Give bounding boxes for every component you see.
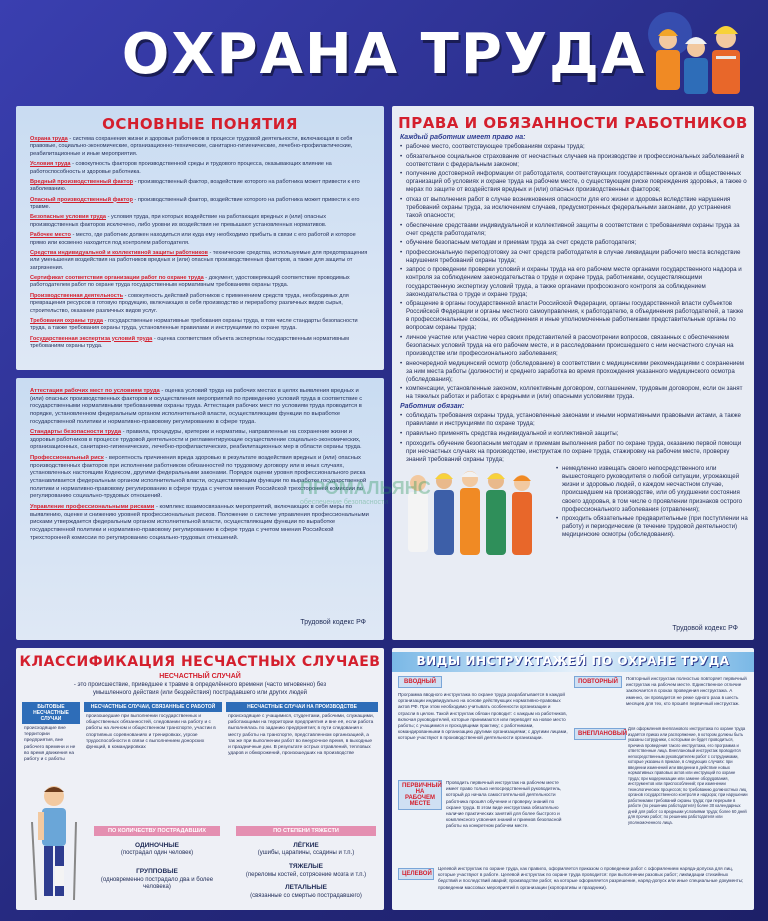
classification-definition: - это происшествие, приведшее к травме в определённого времени (часто мгновенно) без умышленного действия (или бездействия) пострадавшего или других людей xyxy=(73,682,327,696)
classification-panel xyxy=(16,648,384,910)
chip-label: НЕСЧАСТНЫЕ СЛУЧАИ, СВЯЗАННЫЕ С РАБОТОЙ xyxy=(84,702,222,712)
right-item: • профессиональную переподготовку за счет средств работодателя в случае ликвидации рабочего места вследствие нарушения требований охраны труда; xyxy=(400,249,748,265)
duties-list xyxy=(400,412,748,463)
duty-item: • проходить обязательные предварительные (при поступлении на работу) и периодические (в течение трудовой деятельности) медицинские осмотры (обследования). xyxy=(556,515,748,539)
instruction-label: ПЕРВИЧНЫЙ НА РАБОЧЕМ МЕСТЕ xyxy=(398,780,442,810)
law-reference: Трудовой кодекс РФ xyxy=(672,625,738,632)
by-severity-block xyxy=(236,826,376,901)
concept-item: Профессиональный риск - вероятность причинения вреда здоровью в результате воздействия вредных и (или) опасных производственных факторов при исполнении работником обязанностей по трудовому договору или в иных случаях, установленных настоящим Кодексом, другими федеральными законами. Порядок оценки уровня профессионального риска устанавливается федеральным органом исполнительной власти, осуществляющим функции по выработке государственной политики и нормативно-правовому регулированию в сфере труда с учетом мнения Российской трехсторонней комиссии по регулированию социально-трудовых отношений. xyxy=(30,455,367,500)
concept-item: Опасный производственный фактор - производственный фактор, воздействие которого на работника может привести к его травме. xyxy=(30,196,360,210)
right-item: • отказ от выполнения работ в случае возникновения опасности для его жизни и здоровья вследствие нарушения требований охраны труда, за исключением случаев, предусмотренных федеральными законами, до устранения такой опасности; xyxy=(400,196,748,220)
concept-item: Сертификат соответствия организации работ по охране труда - документ, удостоверяющий соответствие проводимых работодателем работ по охране труда государственным нормативным требованиям охраны труда. xyxy=(30,275,350,289)
concept-item: Рабочее место - место, где работник должен находиться или куда ему необходимо прибыть в связи с его работой и которое прямо или косвенно находится под контролем работодателя. xyxy=(30,232,356,246)
watermark: ПРОМАЛЬЯНС обеспечение безопасности xyxy=(300,478,431,506)
law-reference: Трудовой кодекс РФ xyxy=(300,619,366,626)
right-item: • получение достоверной информации от работодателя, соответствующих государственных органов и общественных организаций об условиях и охране труда на рабочем месте, о существующем риске повреждения здоровья, а также о мерах по защите от воздействия вредных и (или) опасных производственных факторов; xyxy=(400,170,748,194)
injured-person-icon xyxy=(24,782,86,906)
right-item: • обязательное социальное страхование от несчастных случаев на производстве и профессиональных заболеваний в соответствии с федеральным законом; xyxy=(400,153,748,169)
concept-item: Средства индивидуальной и коллективной защиты работников - технические средства, используемые для предотвращения или уменьшения воздействия на работников вредных и (или) опасных производственных факторов, а также для защиты от загрязнения. xyxy=(30,249,368,271)
concept-item: Требования охраны труда - государственные нормативные требования охраны труда, в том числе стандарты безопасности труда, а также требования охраны труда, установленные правилами и инструкциями по охране труда. xyxy=(30,317,358,332)
concepts2-panel xyxy=(16,378,384,640)
concepts2-list xyxy=(30,388,372,545)
concept-item: Безопасные условия труда - условия труда, при которых воздействие на работающих вредных и (или) опасных производственных факторов исключено, либо уровни их воздействия не превышают установленных нормативов. xyxy=(30,214,327,228)
classification-chips xyxy=(22,702,378,765)
right-item: • запрос о проведении проверки условий и охраны труда на его рабочем месте органами государственного надзора и контроля за соблюдением законодательства о труде и охране труда, работниками, осуществляющими государственную экспертизу условий труда, а также органами профсоюзного контроля за соблюдением законодательства о труде и охране труда; xyxy=(400,266,748,298)
chip-text: происходящие с учащимися, студентами, рабочими, служащими, работающими на территории предприятия и вне её, если работа выполнялась по заданию предприятия; в пути следования к месту работы на транспорте, представленном организацией, а так же при выполнении работ во внеурочное время, в выходные и праздничные дни. В результате острых отравлений, тепловых ударов и обморожений, произошедших на производстве xyxy=(228,714,374,757)
instruction-text: Для оформления внепланового инструктажа по охране труда издаётся приказ или распоряжение, в котором должны быть указаны сотрудники, с которыми он будет проводиться, причина проведения такого инструктажа, его программа и ответственные лица. Внеплановый инструктаж проводится непосредственным руководителем работ с сотрудниками, которые указаны в приказе, в следующих случаях: при введении изменений или введении в действие новых нормативных правовых актов или инструкций по охране труда; при модернизации или замене оборудования, инструментов или приспособлений; при изменении технологических процессов; по требованию должностных лиц органов государственного контроля и надзора; при нарушении работниками требований охраны труда; при перерыве в работе (по решению работодателя) более 30 календарных дней для работ со вредными условиями труда; более 60 дней для прочих работ; по решению работодателя или уполномоченного лица. xyxy=(628,726,748,825)
chip-column xyxy=(84,702,222,765)
by-severity-label: ПО СТЕПЕНИ ТЯЖЕСТИ xyxy=(236,826,376,836)
severity-item: ЛЕТАЛЬНЫЕ (связанные со смертью пострадавшего) xyxy=(250,884,362,899)
duties-intro: Работник обязан: xyxy=(400,403,465,411)
classification-subheading: НЕСЧАСТНЫЙ СЛУЧАЙ xyxy=(159,673,241,680)
rights-intro: Каждый работник имеет право на: xyxy=(400,134,526,141)
instruction-label: ПОВТОРНЫЙ xyxy=(574,676,622,688)
rights-heading: ПРАВА И ОБЯЗАННОСТИ РАБОТНИКОВ xyxy=(398,114,748,132)
instructions-heading: ВИДЫ ИНСТРУКТАЖЕЙ ПО ОХРАНЕ ТРУДА xyxy=(416,654,730,668)
instruction-label: ВВОДНЫЙ xyxy=(398,676,442,688)
chip-label: БЫТОВЫЕ НЕСЧАСТНЫЕ СЛУЧАИ xyxy=(22,702,80,724)
right-item: • личное участие или участие через своих представителей в рассмотрении вопросов, связанных с обеспечением безопасных условий труда на его рабочем месте, и в расследовании происшедшего с ним несчастного случая на производстве или профессионального заболевания; xyxy=(400,334,748,358)
right-item: • обращение в органы государственной власти Российской Федерации, органы государственной власти субъектов Российской Федерации и органы местного самоуправления, к работодателю, в объединения работодателей, а также в профессиональные союзы, их объединения и иные уполномоченные работниками представительные органы по вопросам охраны труда; xyxy=(400,300,748,332)
right-item: • рабочее место, соответствующее требованиям охраны труда; xyxy=(400,143,748,151)
rights-list xyxy=(400,143,748,401)
chip-text: происходящие вне территории предприятия, вне рабочего времени и не во время движения на работу и с работы xyxy=(24,726,76,763)
concept-item: Аттестация рабочих мест по условиям труда - оценка условий труда на рабочих местах в целях выявления вредных и (или) опасных производственных факторов и осуществления мероприятий по приведению условий труда в соответствие с государственными нормативными требованиями охраны труда. Аттестация рабочих мест по условиям труда проводится в порядке, установленном федеральным органом исполнительной власти, осуществляющим функции по выработке государственной политики и нормативно-правовому регулированию в сфере труда. xyxy=(30,388,363,425)
instruction-text: Повторный инструктаж полностью повторяет первичный инструктаж на рабочем месте. Единственное отличие заключается в сроках проведения инструктажа. А именно, он проводится не реже одного раза в шесть месяцев для тех, кто прошёл первичный инструктаж. xyxy=(626,676,747,706)
concept-item: Вредный производственный фактор - производственный фактор, воздействие которого на работника может привести к его заболеванию. xyxy=(30,178,360,193)
duties-list-cont xyxy=(556,465,748,565)
page-title: ОХРАНА ТРУДА xyxy=(121,22,647,87)
chip-text: произошедшие при выполнении государственных и общественных обязанностей, следовании на работу и с работы на личном и общественном транспорте, участии в спортивных соревнованиях и тренировках, угрозе трудоспособности в связи с выполнением донорских функций, в командировках xyxy=(86,714,216,751)
concepts-list xyxy=(30,136,372,353)
right-item: • обеспечение средствами индивидуальной и коллективной защиты в соответствии с требованиями охраны труда за счет средств работодателя; xyxy=(400,222,748,238)
right-item: • обучение безопасным методам и приемам труда за счет средств работодателя; xyxy=(400,239,748,247)
duty-item: • правильно применять средства индивидуальной и коллективной защиты; xyxy=(400,430,748,438)
concepts-panel xyxy=(16,106,384,370)
concept-item: Условия труда - совокупность факторов производственной среды и трудового процесса, оказывающих влияние на работоспособность и здоровье работника. xyxy=(30,161,332,175)
concept-item: Производственная деятельность - совокупность действий работников с применением средств труда, необходимых для превращения ресурсов в готовую продукцию, включающих в себя производство и переработку различных видов сырья, строительство, оказание различных видов услуг. xyxy=(30,292,349,314)
by-count-label: ПО КОЛИЧЕСТВУ ПОСТРАДАВШИХ xyxy=(94,826,220,836)
workers-illustration-icon xyxy=(640,4,760,96)
instructions-panel xyxy=(392,648,754,910)
severity-item: ЛЁГКИЕ (ушибы, царапины, ссадины и т.п.) xyxy=(257,842,355,857)
concept-item: Стандарты безопасности труда - правила, процедуры, критерии и нормативы, направленные на сохранение жизни и здоровья работников в процессе трудовой деятельности и регламентирующие осуществление социально-экономических, организационных, санитарно-гигиенических, лечебно-профилактических, реабилитационных мер в области охраны труда. xyxy=(30,429,362,451)
concept-item: Государственная экспертиза условий труда - оценка соответствия объекта экспертизы государственным нормативным требованиям охраны труда. xyxy=(30,335,350,349)
chip-column xyxy=(22,702,80,765)
instruction-text: Целевой инструктаж по охране труда, как правило, оформляется приказом о проведении работ с оформлением наряда-допуска для лиц, которые участвуют в работе. Целевой инструктаж по охране труда проводится: при выполнении разовых работ; ликвидации стихийных бедствий и последствий аварий; производстве работ, на которые оформляется разрешение, наряд-допуск или иные специальные документы; проведении массовых мероприятий в организации (корпоративы и праздники). xyxy=(438,866,744,890)
chip-label: НЕСЧАСТНЫЕ СЛУЧАИ НА ПРОИЗВОДСТВЕ xyxy=(226,702,378,712)
duty-item: • проходить обучение безопасным методам и приемам выполнения работ по охране труда, оказанию первой помощи при несчастных случаях на производстве, инструктаж по охране труда, стажировку на рабочем месте, проверку знаний требований охраны труда; xyxy=(400,440,748,464)
duty-item: • соблюдать требования охраны труда, установленные законами и иными нормативными правовыми актами, а также правилами и инструкциями по охране труда; xyxy=(400,412,748,428)
instruction-label: ВНЕПЛАНОВЫЙ xyxy=(574,728,626,740)
concepts-heading: ОСНОВНЫЕ ПОНЯТИЯ xyxy=(102,115,298,133)
concept-item: Охрана труда - система сохранения жизни и здоровья работников в процессе трудовой деятельности, включающая в себя правовые, социально-экономические, организационно-технические, санитарно-гигиенические, лечебно-профилактические, реабилитационные и иные мероприятия. xyxy=(30,136,353,157)
severity-item: ТЯЖЕЛЫЕ (переломы костей, сотрясение мозга и т.п.) xyxy=(245,863,367,878)
concept-item: Управление профессиональными рисками - комплекс взаимосвязанных мероприятий, включающих в себя меры по выявлению, оценке и снижению уровней профессиональных рисков. Положение о системе управления профессиональными рисками утверждается федеральным органом исполнительной власти, осуществляющим функции по выработке государственной политики и нормативно-правовому регулированию в сфере труда с учетом мнения Российской трехсторонней комиссии по регулированию социально-трудовых отношений. xyxy=(30,503,369,541)
rights-content xyxy=(400,132,748,565)
count-item: ГРУППОВЫЕ (одновременно пострадало два и более человека) xyxy=(100,868,214,891)
right-item: • внеочередной медицинский осмотр (обследование) в соответствии с медицинскими рекомендациями с сохранением за ним места работы (должности) и среднего заработка во время прохождения указанного медицинского осмотра (обследования); xyxy=(400,360,748,384)
instruction-label: ЦЕЛЕВОЙ xyxy=(398,868,434,880)
by-count-block xyxy=(94,826,220,892)
right-item: • компенсации, установленные законом, коллективным договором, соглашением, трудовым договором, если он занят на тяжелых работах и работах с вредными и (или) опасными условиями труда. xyxy=(400,385,748,401)
instruction-text: Проводить первичный инструктаж на рабочем месте имеет право только непосредственный руководитель, который до начала самостоятельной деятельности работника прошёл обучение и проверку знаний по охране труда. В этом виде инструктажа обязательно наличие практических занятий для более быстрого и комплексного усвоения знаний и приемов безопасной работы на конкретном рабочем месте. xyxy=(446,780,562,829)
instruction-text: Программа вводного инструктажа по охране труда разрабатывается в каждой организации индивидуально на основе действующих нормативно-правовых актов РФ. При этом необходимо учитывать особенности организации и отрасли в целом. Такой инструктаж обязан проводит: с каждым из работников, включая руководителей, которые принимаются или переводят на новое место работы; с учащимися и проходящими практику; с работниками, командированными в организацию другими организациями; с другими лицами, которые участвуют в производственной деятельности организации. xyxy=(398,692,568,741)
chip-column xyxy=(226,702,378,765)
count-item: ОДИНОЧНЫЕ (пострадал один человек) xyxy=(120,842,194,857)
duty-item: • немедленно извещать своего непосредственного или вышестоящего руководителя о любой ситуации, угрожающей жизни и здоровью людей, о каждом несчастном случае, происшедшем на производстве, или об ухудшении состояния своего здоровья, в том числе о проявлении признаков острого профессионального заболевания (отравления); xyxy=(556,465,748,513)
classification-heading: КЛАССИФИКАЦИЯ НЕСЧАСТНЫХ СЛУЧАЕВ xyxy=(19,654,381,670)
rights-panel xyxy=(392,106,754,640)
duties-lower xyxy=(400,465,748,565)
